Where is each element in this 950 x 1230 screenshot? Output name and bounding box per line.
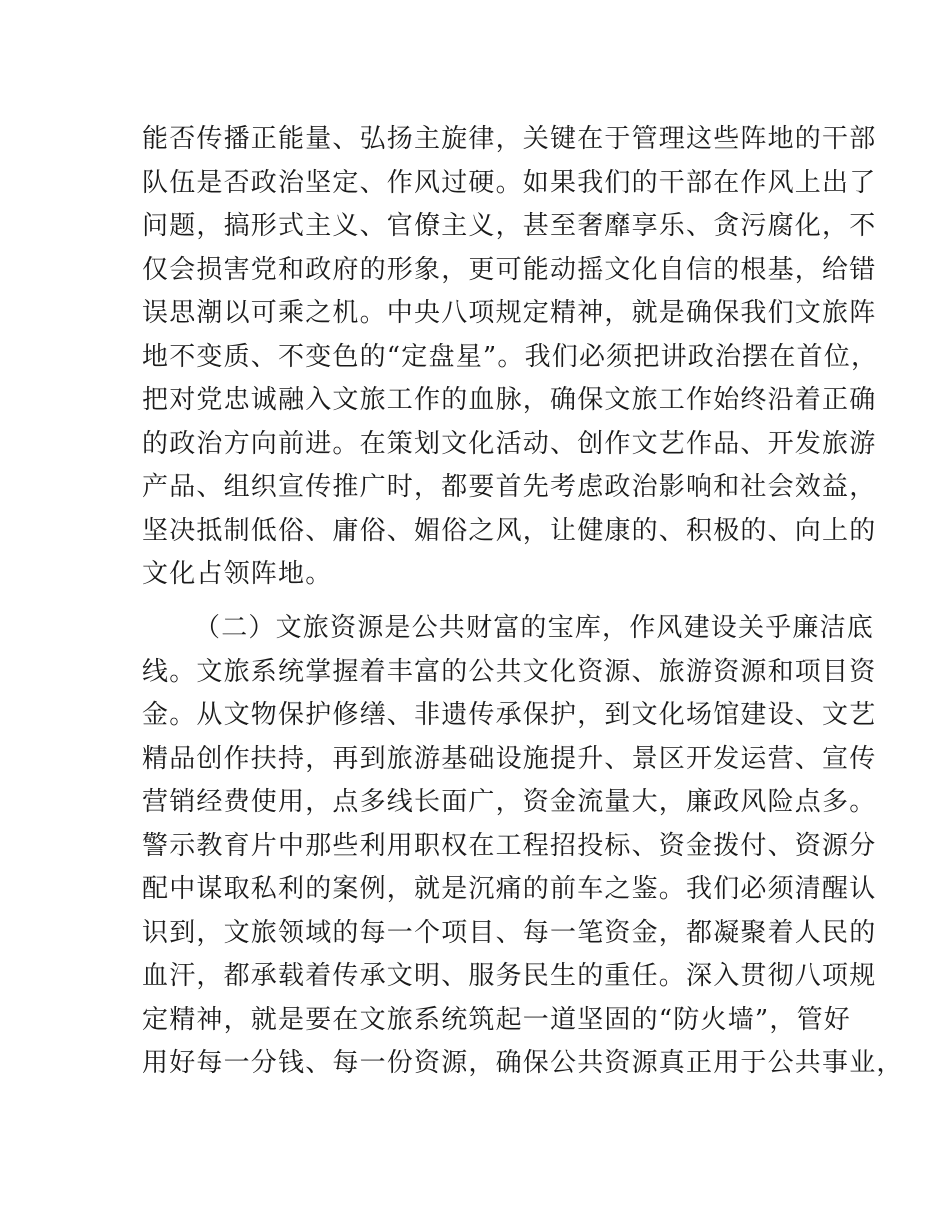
text-line: 配中谋取私利的案例，就是沉痛的前车之鉴。我们必须清醒认: [142, 874, 877, 904]
text-line: 金。从文物保护修缮、非遗传承保护，到文化场馆建设、文艺: [142, 700, 877, 730]
text-line: 血汗，都承载着传承文明、服务民生的重任。深入贯彻八项规: [142, 961, 877, 991]
text-line: 坚决抵制低俗、庸俗、媚俗之风，让健康的、积极的、向上的: [142, 515, 877, 546]
text-line: 识到，文旅领域的每一个项目、每一笔资金，都凝聚着人民的: [142, 917, 877, 948]
text-line: 的政治方向前进。在策划文化活动、创作文艺作品、开发旅游: [142, 428, 877, 459]
text-line: 精品创作扶持，再到旅游基础设施提升、景区开发运营、宣传: [142, 743, 877, 774]
text-line: 地不变质、不变色的“定盘星”。我们必须把讲政治摆在首位，: [142, 341, 879, 372]
section-heading-line: （二）文旅资源是公共财富的宝库，作风建设关乎廉洁底: [194, 613, 875, 643]
paragraph-1: [142, 118, 879, 597]
text-line: 问题，搞形式主义、官僚主义，甚至奢靡享乐、贪污腐化，不: [142, 211, 877, 241]
text-line: 用好每一分钱、每一份资源，确保公共资源真正用于公共事业，: [142, 1048, 904, 1078]
text-line: 仅会损害党和政府的形象，更可能动摇文化自信的根基，给错: [142, 254, 877, 285]
text-line: 营销经费使用，点多线长面广，资金流量大，廉政风险点多。: [142, 787, 877, 817]
paragraph-2: [142, 607, 904, 1086]
text-line: 把对党忠诚融入文旅工作的血脉，确保文旅工作始终沿着正确: [142, 385, 877, 415]
text-line: 队伍是否政治坚定、作风过硬。如果我们的干部在作风上出了: [142, 167, 877, 198]
text-line: 定精神，就是要在文旅系统筑起一道坚固的“防火墙”，管好: [142, 1004, 851, 1035]
text-line: 警示教育片中那些利用职权在工程招投标、资金拨付、资源分: [142, 830, 877, 861]
text-line: 线。文旅系统掌握着丰富的公共文化资源、旅游资源和项目资: [142, 656, 877, 687]
text-line: 产品、组织宣传推广时，都要首先考虑政治影响和社会效益，: [142, 472, 877, 502]
text-line: 文化占领阵地。: [142, 559, 333, 589]
text-line: 误思潮以可乘之机。中央八项规定精神，就是确保我们文旅阵: [142, 298, 877, 328]
text-line: 能否传播正能量、弘扬主旋律，关键在于管理这些阵地的干部: [142, 124, 877, 154]
